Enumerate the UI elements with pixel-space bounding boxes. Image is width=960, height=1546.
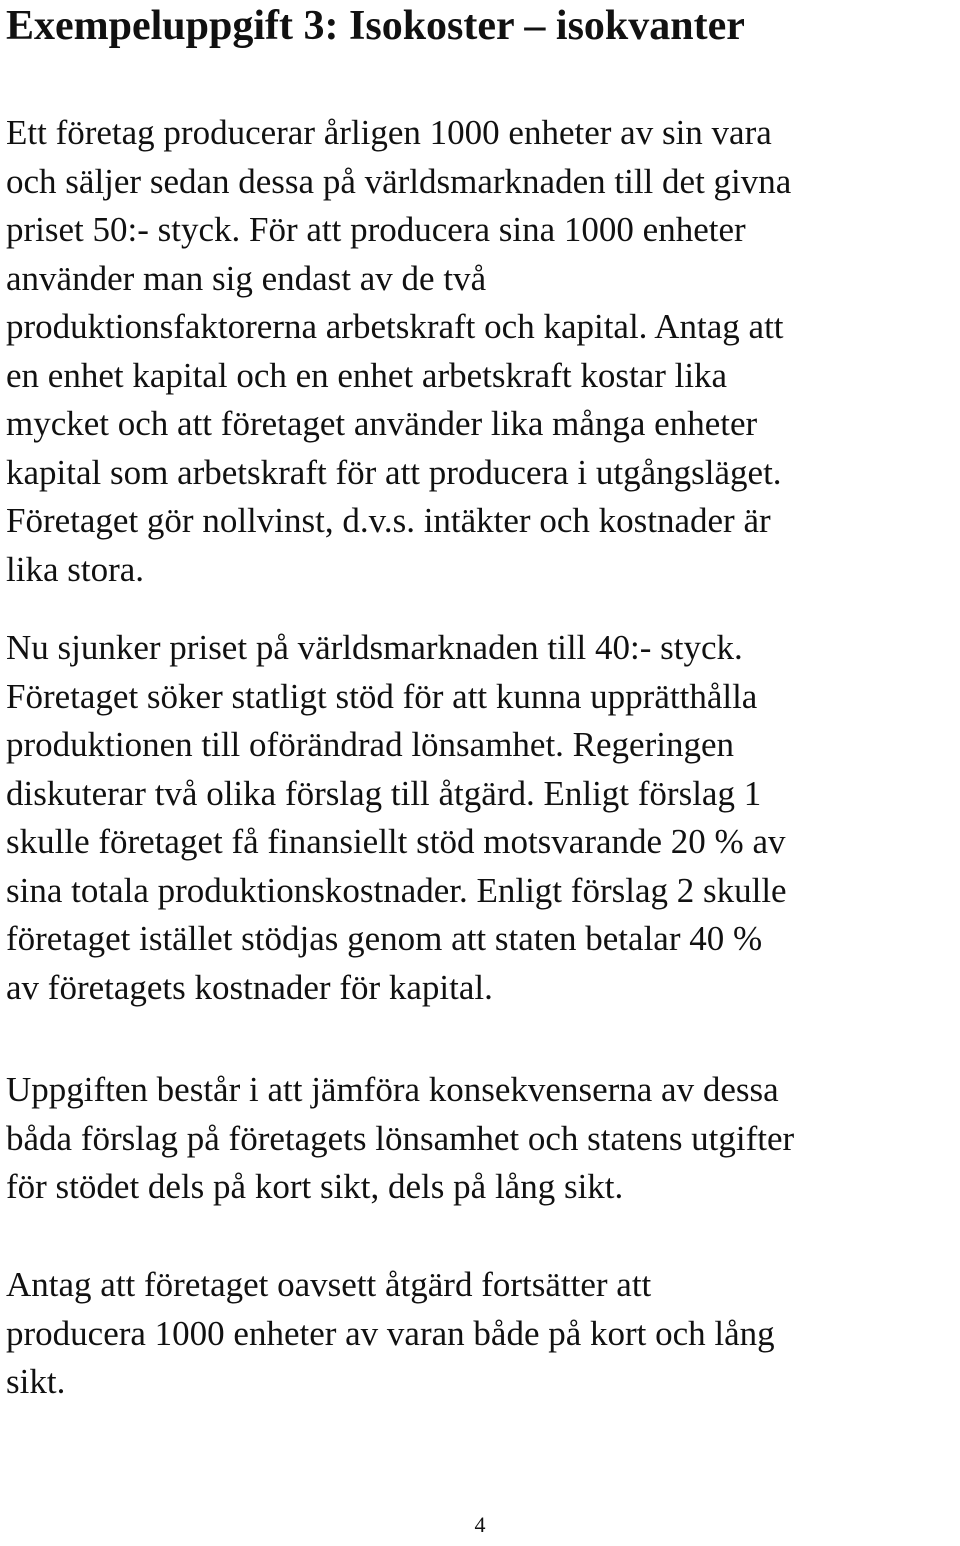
paragraph-assumption <box>6 1261 956 1407</box>
paragraph-line: Företaget söker statligt stöd för att kunna upprätthålla <box>6 676 758 716</box>
paragraph-task <box>6 1066 956 1212</box>
page-title: Exempeluppgift 3: Isokoster – isokvanter <box>6 3 745 49</box>
paragraph-line: en enhet kapital och en enhet arbetskraft kostar lika <box>6 355 728 395</box>
paragraph-line: båda förslag på företagets lönsamhet och statens utgifter <box>6 1118 795 1158</box>
paragraph-line: diskuterar två olika förslag till åtgärd. Enligt förslag 1 <box>6 773 762 813</box>
paragraph-line: Uppgiften består i att jämföra konsekvenserna av dessa <box>6 1070 779 1109</box>
paragraph-line: använder man sig endast av de två <box>6 258 487 298</box>
paragraph-line: Nu sjunker priset på världsmarknaden till 40:- styck. <box>6 628 743 667</box>
paragraph-line: för stödet dels på kort sikt, dels på lång sikt. <box>6 1167 624 1206</box>
paragraph-line: och säljer sedan dessa på världsmarknaden till det givna <box>6 161 792 201</box>
paragraph-line: produktionsfaktorerna arbetskraft och kapital. Antag att <box>6 307 784 346</box>
paragraph-line: Företaget gör nollvinst, d.v.s. intäkter och kostnader är <box>6 501 771 540</box>
paragraph-line: Ett företag producerar årligen 1000 enheter av sin vara <box>6 113 772 152</box>
paragraph-line: produktionen till oförändrad lönsamhet. Regeringen <box>6 725 735 764</box>
paragraph-price-drop <box>6 624 956 1012</box>
paragraph-line: Antag att företaget oavsett åtgärd fortsätter att <box>6 1265 652 1304</box>
paragraph-line: priset 50:- styck. För att producera sina 1000 enheter <box>6 210 746 249</box>
paragraph-line: mycket och att företaget använder lika många enheter <box>6 404 758 443</box>
paragraph-line: producera 1000 enheter av varan både på kort och lång <box>6 1313 775 1353</box>
paragraph-intro <box>6 109 956 594</box>
paragraph-line: skulle företaget få finansiellt stöd motsvarande 20 % av <box>6 822 786 861</box>
paragraph-line: sina totala produktionskostnader. Enligt förslag 2 skulle <box>6 870 787 910</box>
paragraph-line: sikt. <box>6 1362 66 1401</box>
paragraph-line: av företagets kostnader för kapital. <box>6 967 493 1007</box>
page-number: 4 <box>474 1512 486 1537</box>
paragraph-line: kapital som arbetskraft för att producera i utgångsläget. <box>6 452 782 492</box>
paragraph-line: företaget istället stödjas genom att staten betalar 40 % <box>6 919 763 958</box>
paragraph-line: lika stora. <box>6 549 145 589</box>
